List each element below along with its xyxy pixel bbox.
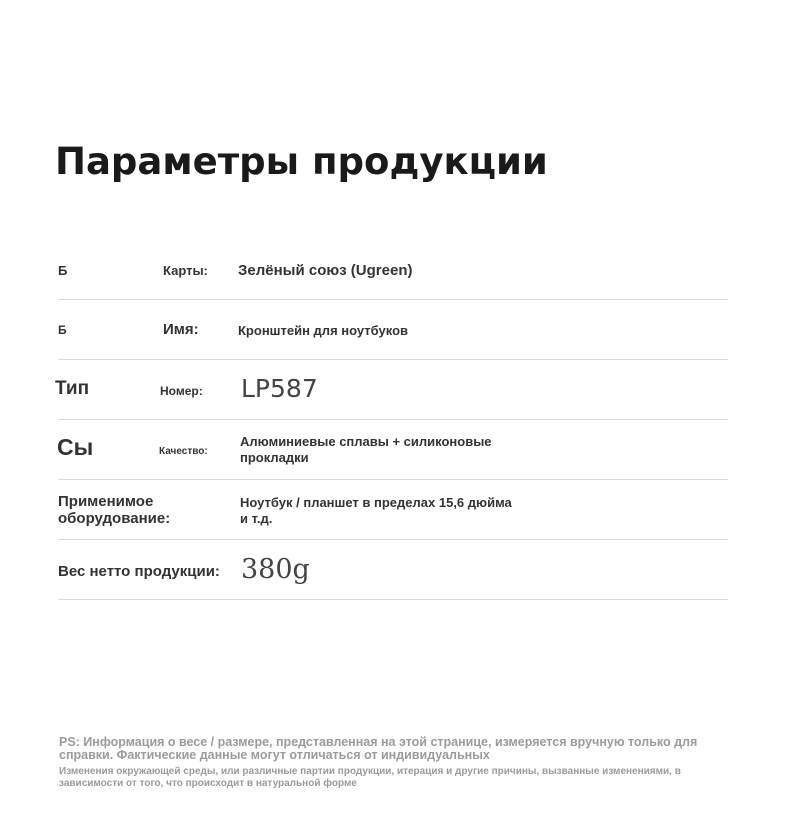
spec-row-net-weight [58,540,728,600]
spec-value: LP587 [241,374,318,403]
spec-row-prefix: Сы [57,434,94,460]
spec-row-prefix: Б [58,323,67,337]
spec-label: Номер: [160,384,203,398]
spec-row-model [55,360,728,420]
spec-label: Карты: [163,263,208,278]
spec-value: Алюминиевые сплавы + силиконовые прокладки [240,434,492,465]
spec-row-compatible-devices [58,480,728,540]
spec-label: Применимое оборудование: [58,493,171,527]
spec-value: Ноутбук / планшет в пределах 15,6 дюйма и т.д. [240,495,512,526]
spec-row-prefix: Б [58,263,68,278]
spec-table [55,240,728,600]
spec-value: 380g [241,554,310,585]
spec-row-name [58,300,728,360]
page-title: Параметры продукции [55,140,548,183]
spec-label: Качество: [159,446,208,457]
spec-label: Имя: [163,321,199,338]
spec-row-prefix: Тип [55,378,90,399]
spec-row-material [58,420,728,480]
footnote-small: Изменения окружающей среды, или различные партии продукции, итерация и другие причины, вызванные изменениями, в зависимости от того, что происходит в натуральной форме [59,766,681,789]
spec-value: Зелёный союз (Ugreen) [238,262,413,279]
spec-value: Кронштейн для ноутбуков [238,323,408,338]
footnote [59,736,739,790]
spec-row-brand [58,240,728,300]
footnote-main: PS: Информация о весе / размере, представленная на этой странице, измеряется вручную только для справки. Фактические данные могут отличаться от индивидуальных [59,735,698,762]
spec-label: Вес нетто продукции: [58,563,220,580]
